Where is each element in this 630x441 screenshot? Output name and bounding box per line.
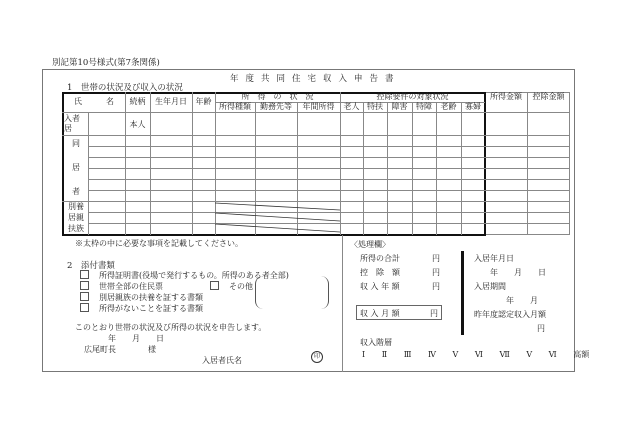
header-age: 年齢 bbox=[195, 97, 212, 106]
income-total-label: 所得の合計 bbox=[360, 254, 400, 263]
row-label-separate-2: 居親 bbox=[68, 213, 84, 222]
header-deduction-widow: 寡婦 bbox=[465, 102, 481, 111]
checkbox[interactable] bbox=[80, 292, 89, 301]
tier-6: Ⅵ bbox=[474, 350, 483, 359]
other-bracket bbox=[255, 276, 329, 309]
applicant-name-label: 入居者氏名 bbox=[202, 356, 242, 365]
header-income-type: 所得種類 bbox=[219, 102, 251, 111]
yen-5: 円 bbox=[537, 324, 545, 333]
document-title: 年度共同住宅収入申告書 bbox=[230, 74, 401, 84]
header-birthdate: 生年月日 bbox=[155, 97, 187, 106]
attachment-no-income-proof: 所得がないことを証する書類 bbox=[80, 303, 203, 314]
declaration-text: このとおり世帯の状況及び所得の状況を申告します。 bbox=[75, 323, 267, 332]
attachment-income-cert: 所得証明書(役場で発行するもの。所得のある者全部) bbox=[80, 270, 289, 281]
attachment-resident-card: 世帯全部の住民票 bbox=[80, 281, 163, 292]
strike-lines bbox=[215, 201, 341, 235]
yen-4: 円 bbox=[430, 309, 438, 318]
checkbox[interactable] bbox=[80, 270, 89, 279]
tier-5: Ⅴ bbox=[452, 350, 459, 359]
checkbox[interactable] bbox=[210, 281, 219, 290]
row-label-separate-1: 別養 bbox=[68, 202, 84, 211]
move-in-date-label: 入居年月日 bbox=[474, 254, 514, 263]
row-label-separate-3: 扶族 bbox=[68, 224, 84, 233]
attachment-dependent-proof: 別居親族の扶養を証する書類 bbox=[80, 292, 203, 303]
tier-high: 高額 bbox=[573, 350, 590, 359]
row-label-cohabitant-2: 居 bbox=[72, 163, 80, 172]
header-income-status: 所 得 の 状 況 bbox=[241, 92, 314, 101]
residence-period-value: 年 月 bbox=[506, 296, 538, 305]
header-name: 氏 名 bbox=[74, 97, 114, 106]
income-tiers bbox=[362, 349, 597, 360]
section2-heading: 2 添付書類 bbox=[67, 261, 115, 271]
seal-mark: 印 bbox=[311, 351, 323, 363]
header-income-amount: 所得金額 bbox=[490, 92, 522, 101]
table-note: ※太枠の中に必要な事項を記載してください。 bbox=[75, 239, 243, 248]
header-deduction-status: 控除要件の対象状況 bbox=[376, 92, 449, 101]
tier-7: Ⅶ bbox=[499, 350, 510, 359]
header-deduction-elderly: 老人 bbox=[343, 102, 360, 111]
processing-separator bbox=[461, 251, 464, 335]
yen-3: 円 bbox=[432, 282, 440, 291]
header-employer: 勤務先等 bbox=[260, 102, 292, 111]
last-year-income-label: 昨年度認定収入月額 bbox=[474, 310, 546, 319]
header-deduction-special-dependent: 特扶 bbox=[367, 102, 383, 111]
processing-heading: 〈処理欄〉 bbox=[350, 240, 390, 249]
income-tier-label: 収入階層 bbox=[360, 338, 392, 347]
header-deduction-aged: 老齢 bbox=[440, 102, 457, 111]
row-label-resident-1: 入者 bbox=[64, 114, 80, 123]
tier-8: Ⅴ bbox=[526, 350, 533, 359]
form-id: 別記第10号様式(第7条関係) bbox=[52, 58, 160, 68]
checkbox[interactable] bbox=[80, 281, 89, 290]
header-annual-income: 年間所得 bbox=[302, 102, 335, 111]
monthly-income-label: 収 入 月 額 bbox=[360, 309, 400, 318]
tier-3: Ⅲ bbox=[403, 350, 412, 359]
residence-period-label: 入居期間 bbox=[474, 282, 506, 291]
tier-4: Ⅳ bbox=[427, 350, 436, 359]
processing-divider bbox=[342, 235, 343, 372]
row-label-cohabitant-1: 同 bbox=[72, 139, 80, 148]
checkbox[interactable] bbox=[80, 303, 89, 312]
self-relation: 本人 bbox=[129, 120, 146, 129]
yen-2: 円 bbox=[432, 268, 440, 277]
header-deduction-amount: 控除金額 bbox=[532, 92, 565, 101]
row-label-cohabitant-3: 者 bbox=[72, 187, 80, 196]
move-in-date-value: 年 月 日 bbox=[490, 268, 546, 277]
attachment-other: その他 bbox=[210, 281, 253, 292]
header-deduction-disability: 障害 bbox=[391, 102, 408, 111]
tier-9: Ⅵ bbox=[548, 350, 557, 359]
tier-1: Ⅰ bbox=[362, 350, 366, 359]
household-income-table bbox=[62, 92, 570, 235]
row-label-resident-2: 居 bbox=[64, 124, 72, 133]
tier-2: Ⅱ bbox=[381, 350, 388, 359]
declaration-addressee: 広尾町長 様 bbox=[84, 345, 156, 354]
header-deduction-special-disability: 特障 bbox=[416, 102, 432, 111]
annual-income-label: 収 入 年 額 bbox=[360, 282, 400, 291]
declaration-date: 年 月 日 bbox=[108, 334, 164, 343]
section1-heading: 1 世帯の状況及び収入の状況 bbox=[67, 83, 183, 93]
header-relation: 続柄 bbox=[129, 97, 146, 106]
yen-1: 円 bbox=[432, 254, 440, 263]
deduction-label: 控 除 額 bbox=[360, 268, 400, 277]
